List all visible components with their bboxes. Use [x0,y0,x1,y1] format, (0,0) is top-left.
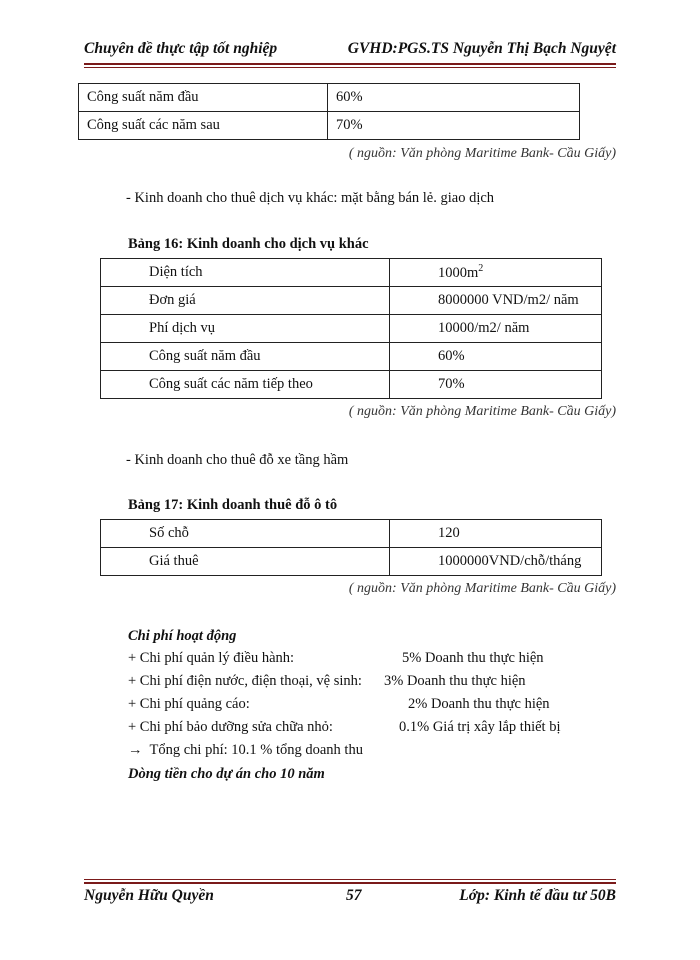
table-cell-value: 1000000VND/chỗ/tháng [390,548,602,576]
table17-caption: Bảng 17: Kinh doanh thuê đỗ ô tô [128,497,338,513]
capacity-table [78,83,580,140]
total-line [128,742,608,762]
table-cell-value: 60% [328,84,580,112]
table-cell-value: 70% [328,112,580,140]
footer-rule-thick [84,882,616,884]
table16-caption: Bảng 16: Kinh doanh cho dịch vụ khác [128,236,369,252]
table-cell-value: 120 [390,520,602,548]
cost-value: 2% Doanh thu thực hiện [408,696,550,712]
table-cell-value: 10000/m2/ năm [390,315,602,343]
header-title: Chuyên đề thực tập tốt nghiệp [84,40,278,57]
source-note: ( nguồn: Văn phòng Maritime Bank- Cầu Giấy) [348,581,616,596]
table-row [79,112,580,140]
cost-value: 0.1% Giá trị xây lắp thiết bị [399,719,561,735]
cashflow-heading: Dòng tiền cho dự án cho 10 năm [128,766,325,782]
area-superscript: 2 [478,263,484,275]
table-cell-value: 60% [390,343,602,371]
footer-rule-thin [84,879,616,880]
table-cell-label: Phí dịch vụ [101,315,390,343]
table-cell-value [390,259,602,287]
page-number: 57 [346,887,362,904]
operating-costs-heading: Chi phí hoạt động [128,628,237,644]
total-text: Tổng chi phí: 10.1 % tổng doanh thu [149,742,363,758]
services-table [100,258,602,399]
cost-value: 3% Doanh thu thực hiện [384,673,526,689]
footer-class: Lớp: Kinh tế đầu tư 50B [459,887,616,904]
cost-label: + Chi phí điện nước, điện thoại, vệ sinh: [128,673,362,689]
area-value: 1000m [438,264,479,281]
table-cell-label: Công suất năm đầu [79,84,328,112]
table-row [101,287,602,315]
table-cell-label: Giá thuê [101,548,390,576]
table-cell-value: 8000000 VND/m2/ năm [390,287,602,315]
parking-table [100,519,602,576]
source-note: ( nguồn: Văn phòng Maritime Bank- Cầu Giấy) [348,146,616,161]
table-row [79,84,580,112]
table-cell-label: Diện tích [101,259,390,287]
list-item [128,719,608,739]
table-cell-label: Công suất các năm tiếp theo [101,371,390,399]
table-row [101,315,602,343]
table-row [101,371,602,399]
header-advisor: GVHD:PGS.TS Nguyễn Thị Bạch Nguyệt [347,40,616,57]
list-item [128,673,608,693]
table-cell-value: 70% [390,371,602,399]
table-cell-label: Đơn giá [101,287,390,315]
total-row [128,742,363,759]
right-arrow-icon: → [128,742,143,758]
table-row [101,520,602,548]
header-rule-thick [84,63,616,65]
paragraph-parking: - Kinh doanh cho thuê đỗ xe tầng hầm [126,452,349,468]
table-row [101,343,602,371]
cost-label: + Chi phí quảng cáo: [128,696,250,712]
table-row [101,259,602,287]
table-cell-label: Công suất năm đầu [101,343,390,371]
source-note: ( nguồn: Văn phòng Maritime Bank- Cầu Giấy) [348,404,616,419]
paragraph-services: - Kinh doanh cho thuê dịch vụ khác: mặt bằng bán lẻ. giao dịch [126,190,495,206]
list-item [128,696,608,716]
cost-value: 5% Doanh thu thực hiện [402,650,544,666]
header-rule-thin [84,67,616,68]
footer-author: Nguyễn Hữu Quyền [84,887,214,904]
cost-label: + Chi phí bảo dưỡng sửa chữa nhỏ: [128,719,333,735]
cost-label: + Chi phí quản lý điều hành: [128,650,295,666]
table-cell-label: Số chỗ [101,520,390,548]
page-footer [84,887,616,909]
list-item [128,650,608,670]
table-row [101,548,602,576]
page-header [84,40,616,62]
table-cell-label: Công suất các năm sau [79,112,328,140]
